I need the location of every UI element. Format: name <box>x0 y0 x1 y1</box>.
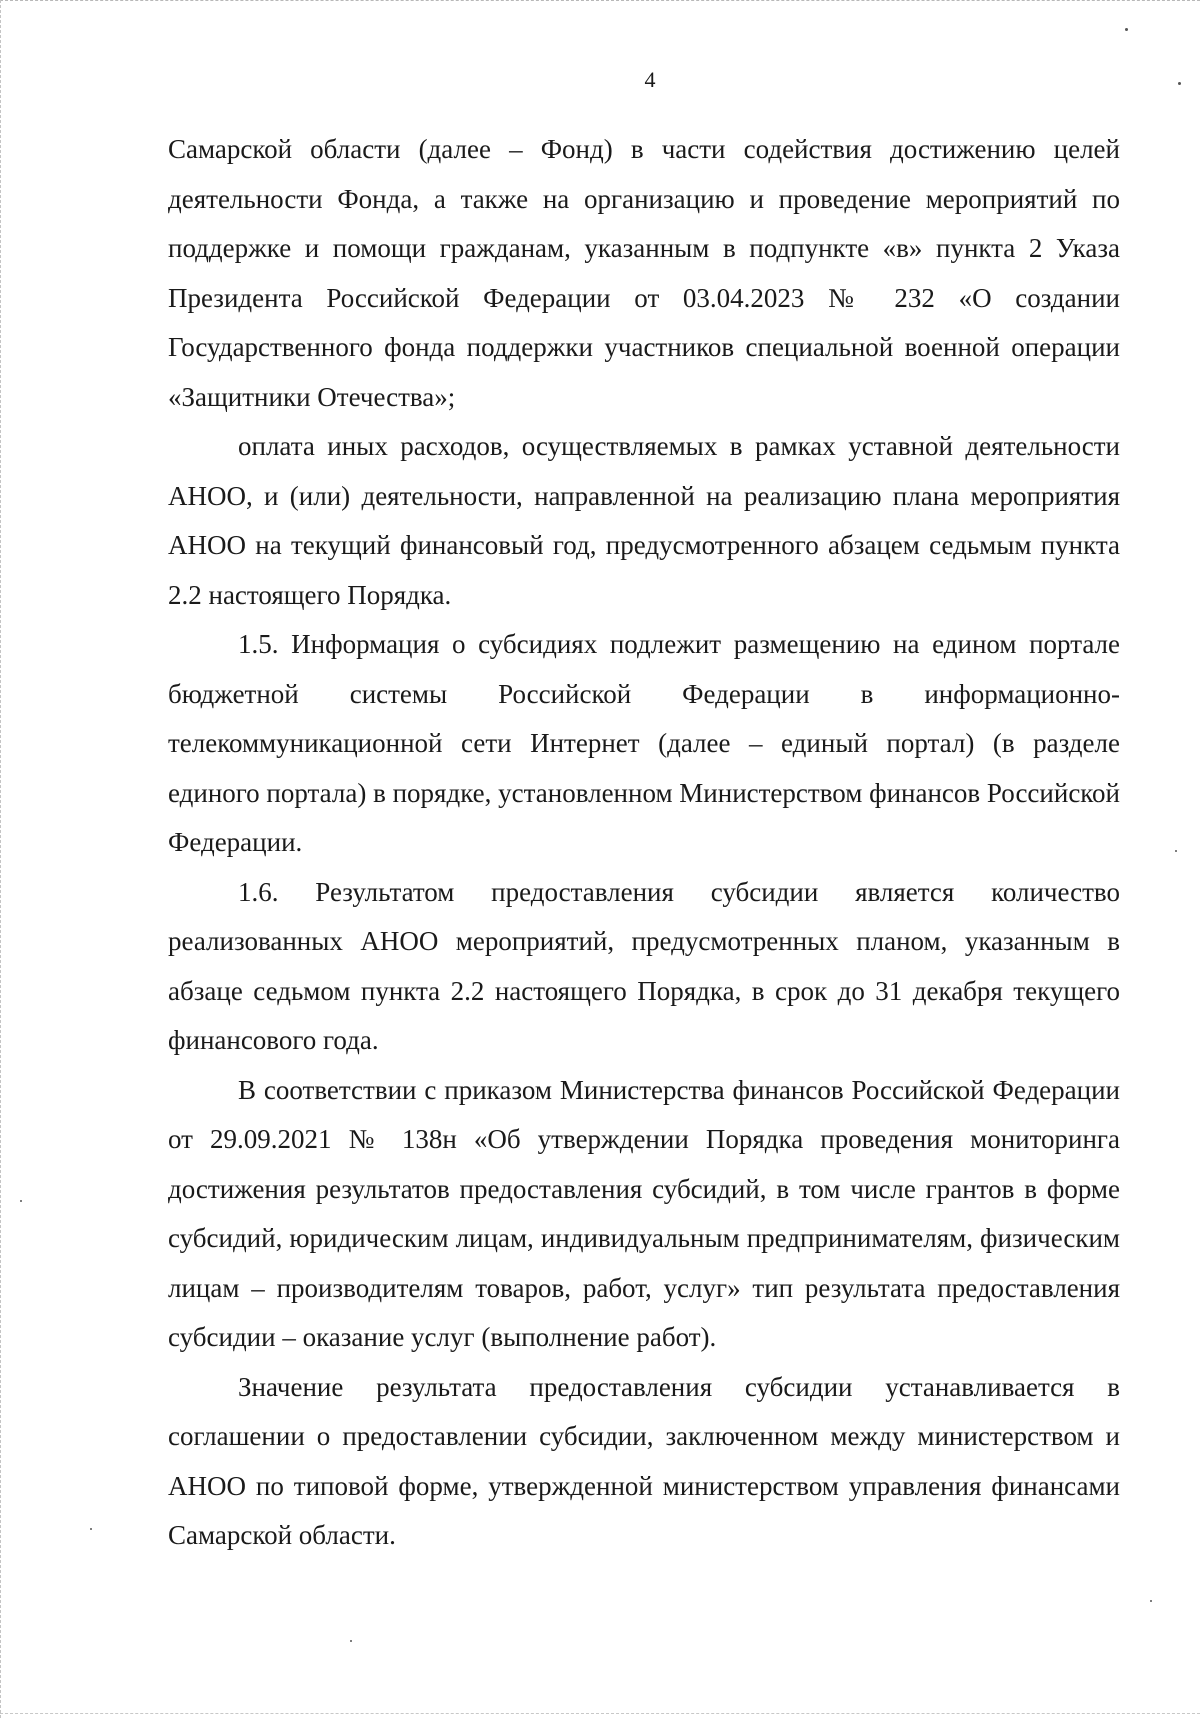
scan-edge-top <box>0 0 1200 2</box>
scan-speck <box>1178 82 1181 85</box>
paragraph-other-expenses: оплата иных расходов, осуществляемых в рамках уставной деятельности АНОО, и (или) деятельности, направленной на реализацию плана мероприятия АНОО на текущий финансовый год, предусмотренного абзацем седьмым пункта 2.2 настоящего Порядка. <box>168 431 1120 610</box>
paragraph-result-value: Значение результата предоставления субсидии устанавливается в соглашении о предоставлении субсидии, заключенном между министерством и АНОО по типовой форме, утвержденной министерством управления финансами Самарской области. <box>168 1371 1120 1550</box>
paragraph-minfin-order: В соответствии с приказом Министерства финансов Российской Федерации от 29.09.2021 № 138н «Об утверждении Порядка проведения мониторинга достижения результатов предоставления субсидий, в том числе грантов в форме субсидий, юридическим лицам, индивидуальным предпринимателям, физическим лицам – производителям товаров, работ, услуг» тип результата предоставления субсидии – оказание услуг (выполнение работ). <box>168 1074 1120 1352</box>
paragraph-continuation: Самарской области (далее – Фонд) в части содействия достижению целей деятельности Фонда, а также на организацию и проведение мероприятий по поддержке и помощи гражданам, указанным в подпункте «в» пункта 2 Указа Президента Российской Федерации от 03.04.2023 № 232 «О создании Государственного фонда поддержки участников специальной военной операции «Защитники Отечества»; <box>168 134 1120 412</box>
scan-edge-bottom <box>0 1713 1200 1715</box>
scan-speck <box>1125 28 1128 31</box>
page-number: 4 <box>644 67 656 92</box>
document-body <box>168 125 1120 1561</box>
scan-speck <box>1150 1600 1152 1602</box>
paragraph-1-5: 1.5. Информация о субсидиях подлежит размещению на едином портале бюджетной системы Российской Федерации в информационно-телекоммуникационной сети Интернет (далее – единый портал) (в разделе единого портала) в порядке, установленном Министерством финансов Российской Федерации. <box>168 629 1120 857</box>
paragraph-1-6: 1.6. Результатом предоставления субсидии является количество реализованных АНОО мероприятий, предусмотренных планом, указанным в абзаце седьмом пункта 2.2 настоящего Порядка, в срок до 31 декабря текущего финансового года. <box>168 876 1120 1055</box>
scan-speck <box>90 1528 92 1530</box>
scan-speck <box>20 1200 22 1202</box>
scan-edge-left <box>0 0 2 1718</box>
scan-speck <box>1175 850 1177 852</box>
scan-speck <box>350 1640 352 1642</box>
